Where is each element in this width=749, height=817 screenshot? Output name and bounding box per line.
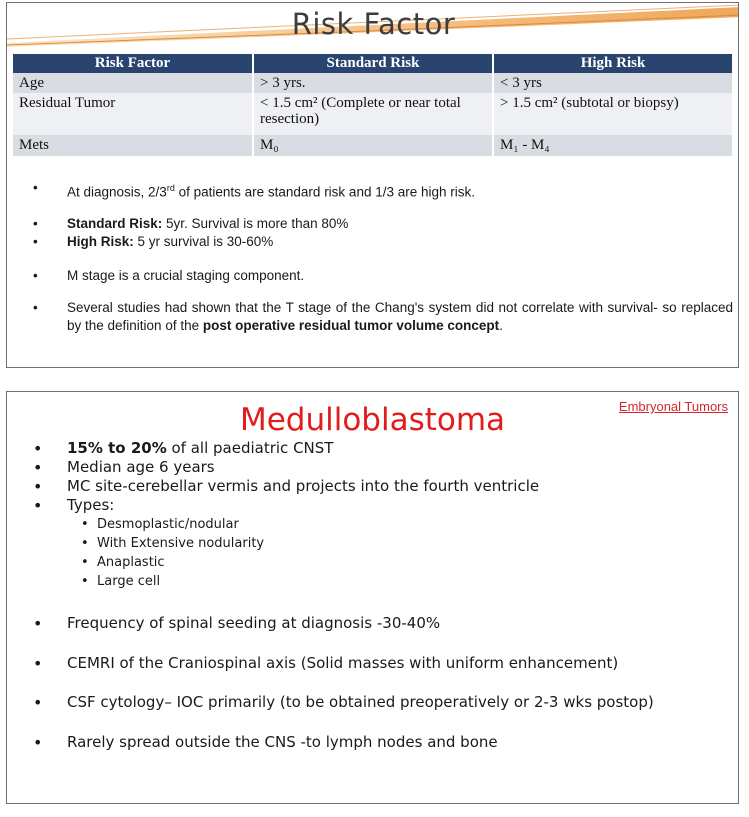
- list-item: • M stage is a crucial staging component.: [33, 267, 305, 283]
- table-cell: M₀: [253, 135, 493, 156]
- list-item: • 15% to 20% of all paediatric CNST: [33, 439, 334, 458]
- table-cell: M₁ - M₄: [493, 135, 732, 156]
- table-header-cell: Standard Risk: [253, 54, 493, 73]
- bullet-icon: •: [33, 654, 43, 673]
- list-item: • Frequency of spinal seeding at diagnosis -30-40%: [33, 614, 441, 633]
- bullet-icon: •: [33, 496, 43, 515]
- slide-risk-factor: [6, 2, 739, 368]
- table-cell: Age: [13, 73, 253, 93]
- page-title: Risk Factor: [291, 7, 456, 41]
- list-item: • MC site-cerebellar vermis and projects into the fourth ventricle: [33, 477, 540, 496]
- list-item: • Several studies had shown that the T stage of the Chang's system did not correlate with survival- so replaced by the definition of the post operative residual tumor volume concept.: [33, 299, 733, 333]
- list-item: • CEMRI of the Craniospinal axis (Solid masses with uniform enhancement): [33, 654, 619, 673]
- bullet-icon: •: [33, 233, 38, 249]
- list-item: • Median age 6 years: [33, 458, 215, 477]
- list-item: • Rarely spread outside the CNS -to lymph nodes and bone: [33, 733, 498, 752]
- table-cell: < 3 yrs: [493, 73, 732, 93]
- slide-medulloblastoma: [6, 391, 739, 804]
- list-item: • High Risk: 5 yr survival is 30-60%: [33, 233, 274, 249]
- bullet-icon: •: [81, 517, 89, 532]
- bullet-icon: •: [33, 693, 43, 712]
- bullet-icon: •: [33, 267, 38, 283]
- bullet-icon: •: [33, 614, 43, 633]
- table-header-cell: High Risk: [493, 54, 732, 73]
- bullet-icon: •: [81, 555, 89, 570]
- list-item: • Standard Risk: 5yr. Survival is more than 80%: [33, 215, 349, 231]
- list-item: • At diagnosis, 2/3rd of patients are standard risk and 1/3 are high risk.: [33, 180, 476, 200]
- risk-table: [13, 54, 732, 156]
- bullet-icon: •: [33, 299, 38, 315]
- table-row: [13, 93, 732, 135]
- bullet-icon: •: [33, 439, 43, 458]
- bullet-icon: •: [33, 733, 43, 752]
- sub-list-item: • Desmoplastic/nodular: [81, 517, 239, 532]
- table-cell: Residual Tumor: [13, 93, 253, 135]
- list-item: • CSF cytology– IOC primarily (to be obtained preoperatively or 2-3 wks postop): [33, 693, 654, 712]
- risk-bullet-list: [33, 179, 733, 335]
- table-cell: Mets: [13, 135, 253, 156]
- sub-list-item: • Anaplastic: [81, 555, 165, 570]
- list-item: • Types:: [33, 496, 115, 515]
- table-cell: > 3 yrs.: [253, 73, 493, 93]
- slide-title: Medulloblastoma: [239, 402, 506, 438]
- title-band: [7, 3, 739, 47]
- bullet-icon: •: [81, 536, 89, 551]
- bullet-icon: •: [33, 180, 38, 195]
- bullet-icon: •: [81, 574, 89, 589]
- bullet-icon: •: [33, 458, 43, 477]
- table-cell: > 1.5 cm² (subtotal or biopsy): [493, 93, 732, 135]
- embryonal-tumors-link[interactable]: Embryonal Tumors: [618, 399, 728, 414]
- sub-list-item: • Large cell: [81, 574, 161, 589]
- table-row: [13, 135, 732, 156]
- table-row: [13, 73, 732, 93]
- sub-list-item: • With Extensive nodularity: [81, 536, 265, 551]
- bullet-icon: •: [33, 477, 43, 496]
- table-cell: < 1.5 cm² (Complete or near total resection): [253, 93, 493, 135]
- medullo-bullet-list: [33, 439, 723, 752]
- table-header-cell: Risk Factor: [13, 54, 253, 73]
- bullet-icon: •: [33, 215, 38, 231]
